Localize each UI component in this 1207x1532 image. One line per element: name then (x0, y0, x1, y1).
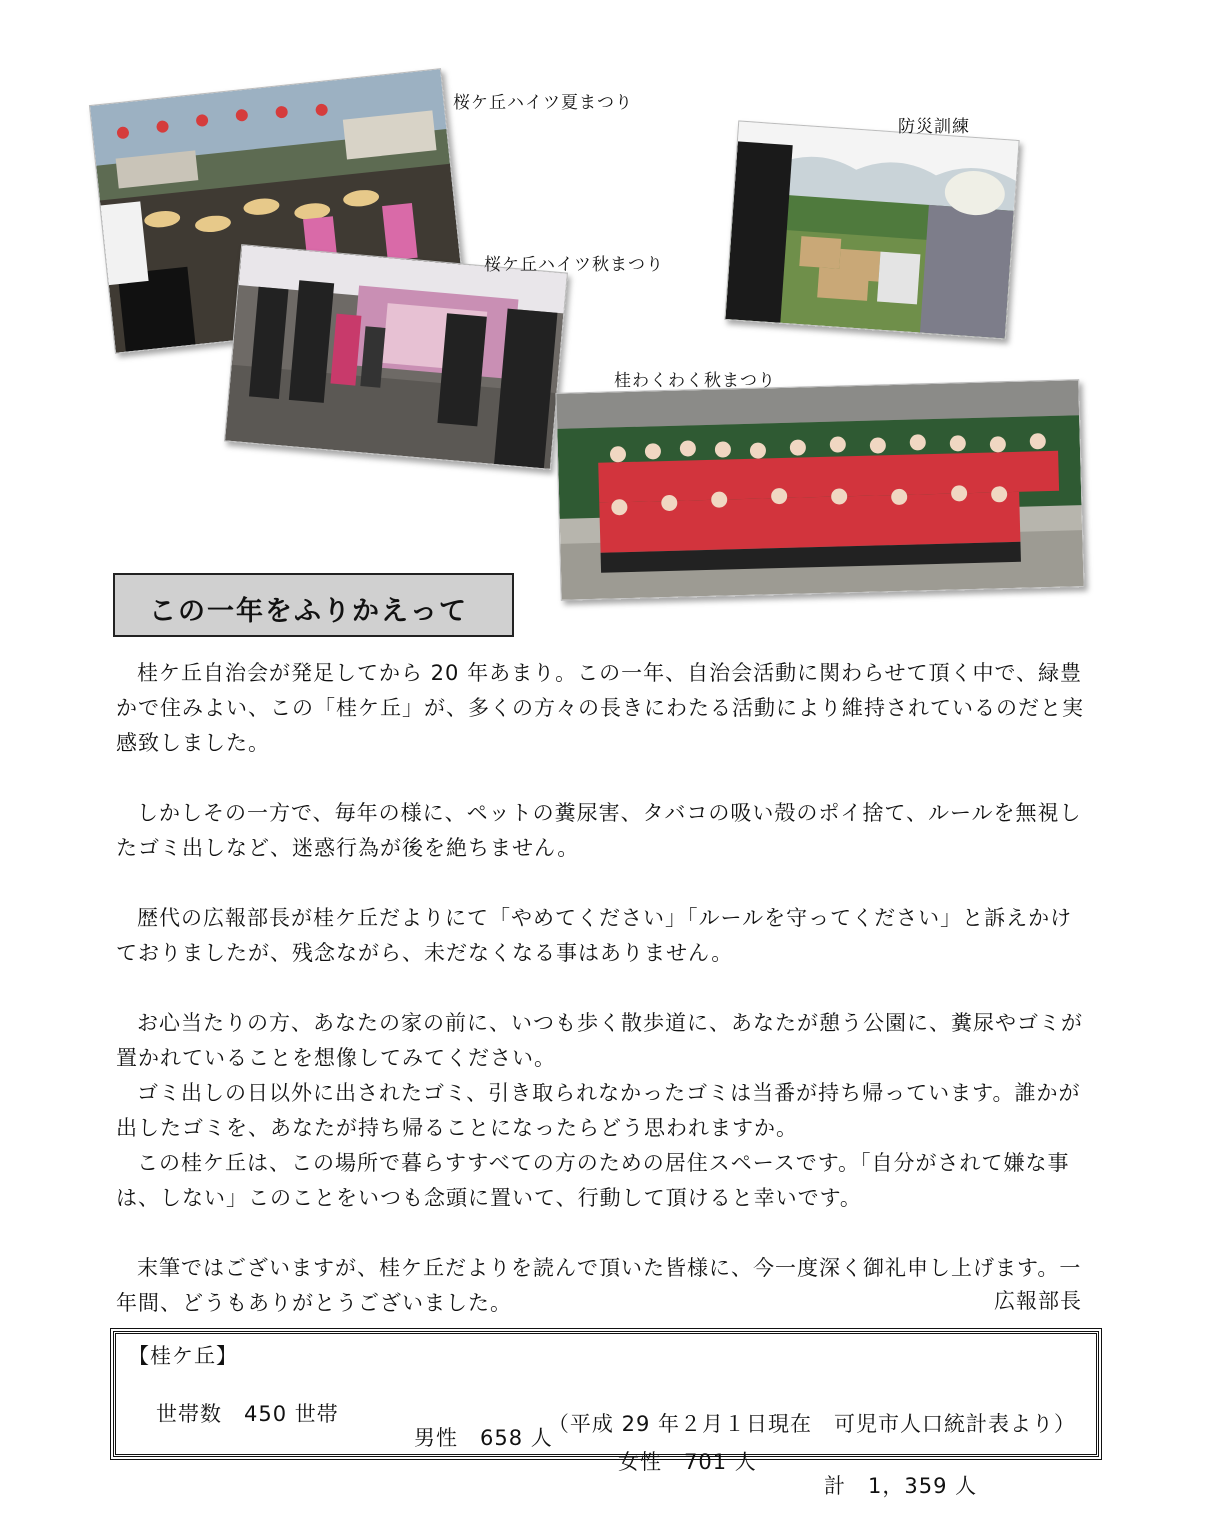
paragraph: 桂ケ丘自治会が発足してから 20 年あまり。この一年、自治会活動に関わらせて頂く中で、緑豊かで住みよい、この「桂ケ丘」が、多くの方々の長きにわたる活動により維持されているのだと実感致しました。 (116, 661, 1084, 755)
article-body (116, 656, 1094, 1321)
paragraph: 歴代の広報部長が桂ケ丘だよりにて「やめてください」「ルールを守ってください」と訴えかけておりましたが、残念ながら、未だなくなる事はありません。 (116, 906, 1073, 965)
stat-female: 女性 701 人 (618, 1450, 757, 1474)
paragraph: しかしその一方で、毎年の様に、ペットの糞尿害、タバコの吸い殻のポイ捨て、ルールを無視したゴミ出しなど、迷惑行為が後を絶ちません。 (116, 801, 1082, 860)
caption-katsura-festival: 桂わくわく秋まつり (614, 371, 776, 391)
autumn-festival-image (225, 245, 567, 469)
photo-katsura-festival (555, 379, 1084, 601)
paragraph: この桂ケ丘は、この場所で暮らすすべての方のための居住スペースです。「自分がされて嫌な事は、しない」このことをいつも念頭に置いて、行動して頂けると幸いです。 (116, 1151, 1070, 1210)
stat-total: 計 1，359 人 (824, 1474, 978, 1498)
population-stats-box (113, 1331, 1099, 1498)
disaster-drill-image (725, 121, 1018, 338)
section-heading-box (113, 573, 514, 637)
paragraph: 末筆ではございますが、桂ケ丘だよりを読んで頂いた皆様に、今一度深く御礼申し上げます。一年間、どうもありがとうございました。 (116, 1256, 1082, 1315)
paragraph: お心当たりの方、あなたの家の前に、いつも歩く散歩道に、あなたが憩う公園に、糞尿やゴミが置かれていることを想像してみてください。 (116, 1011, 1083, 1070)
caption-autumn-festival: 桜ケ丘ハイツ秋まつり (484, 255, 664, 275)
stat-households: 世帯数 450 世帯 (156, 1402, 339, 1426)
stat-male: 男性 658 人 (414, 1426, 553, 1450)
caption-summer-festival: 桜ケ丘ハイツ夏まつり (453, 93, 633, 113)
section-heading: この一年をふりかえって (149, 596, 468, 627)
stats-title: 【桂ケ丘】 (128, 1344, 238, 1368)
stats-source-note: （平成 29 年２月１日現在 可児市人口統計表より） (547, 1412, 1076, 1436)
paragraph: ゴミ出しの日以外に出されたゴミ、引き取られなかったゴミは当番が持ち帰っています。誰かが出したゴミを、あなたが持ち帰ることになったらどう思われますか。 (116, 1081, 1081, 1140)
signature: 広報部長 (994, 1289, 1082, 1313)
photo-autumn-festival (224, 244, 568, 470)
photo-disaster-drill (724, 120, 1019, 339)
katsura-festival-image (556, 380, 1083, 600)
caption-disaster-drill: 防災訓練 (898, 117, 970, 137)
